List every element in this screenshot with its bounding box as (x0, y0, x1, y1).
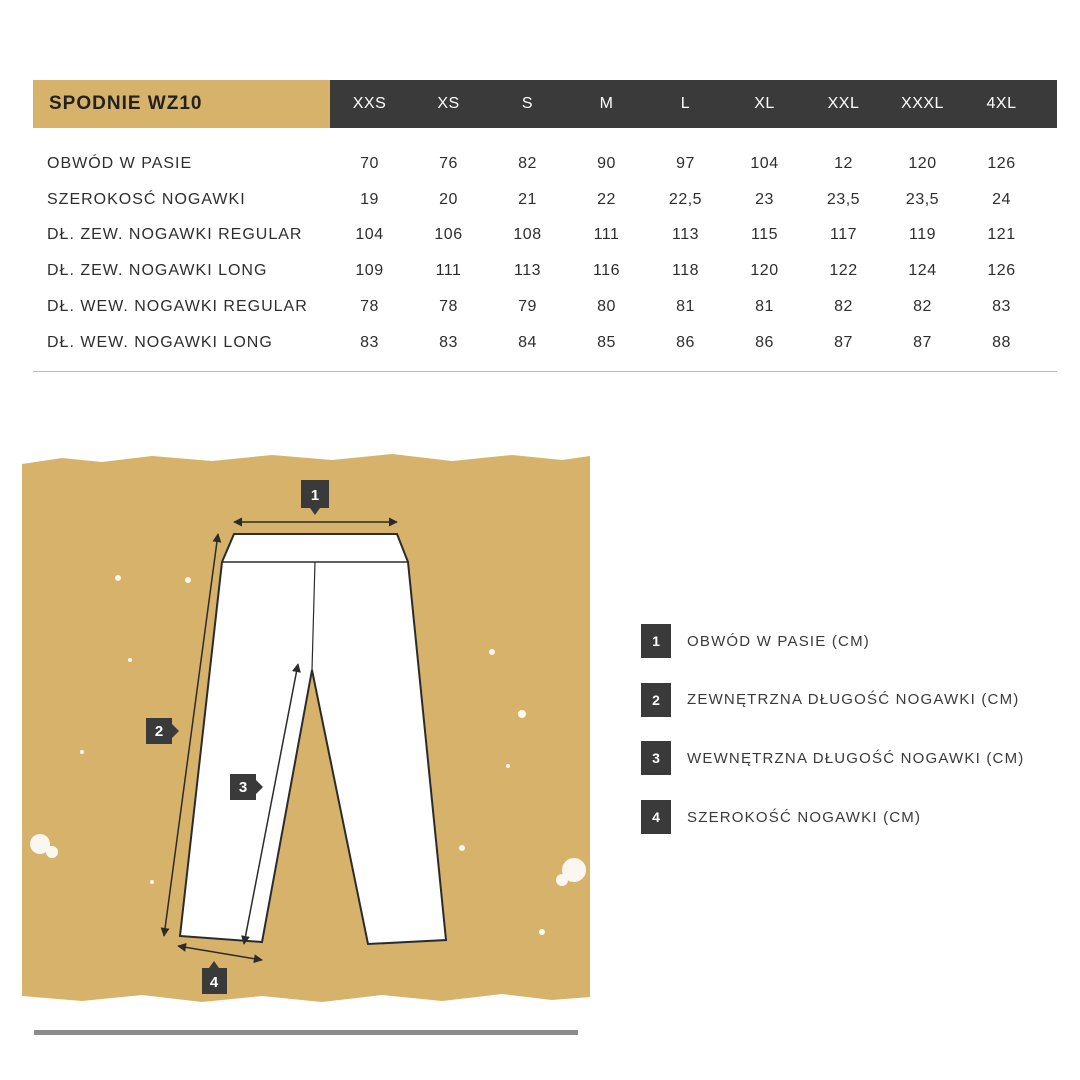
table-cell: 86 (755, 333, 774, 351)
table-cell: 79 (518, 298, 537, 316)
legend-item (641, 683, 1024, 717)
legend-number-badge: 4 (641, 800, 671, 834)
table-cell: 111 (435, 262, 462, 280)
table-cell: 86 (676, 333, 695, 351)
table-cell: 108 (513, 226, 542, 244)
table-title: SPODNIE WZ10 (33, 80, 330, 128)
table-cell: 80 (597, 298, 616, 316)
legend-text: ZEWNĘTRZNA DŁUGOŚĆ NOGAWKI (CM) (687, 691, 1020, 709)
legend-text: SZEROKOŚĆ NOGAWKI (CM) (687, 808, 922, 826)
table-cell: 23 (755, 190, 774, 208)
table-cell: 90 (597, 154, 616, 172)
table-cell: 20 (439, 190, 458, 208)
table-cell: 82 (834, 298, 853, 316)
table-cell: 122 (829, 262, 858, 280)
row-label: OBWÓD W PASIE (47, 154, 193, 172)
table-cell: 70 (360, 154, 379, 172)
svg-text:2: 2 (154, 723, 164, 740)
legend-number-badge: 2 (641, 683, 671, 717)
size-header-cell: XL (754, 95, 775, 112)
row-label: DŁ. WEW. NOGAWKI LONG (47, 333, 273, 351)
svg-text:1: 1 (310, 487, 320, 504)
size-table (33, 80, 1057, 361)
table-cell: 106 (434, 226, 463, 244)
table-cell: 126 (987, 154, 1016, 172)
table-row (33, 218, 1057, 254)
table-cell: 21 (518, 190, 537, 208)
table-cell: 111 (593, 226, 620, 244)
table-cell: 120 (750, 262, 779, 280)
legend-item (641, 624, 1024, 658)
table-row (33, 253, 1057, 289)
svg-text:3: 3 (238, 779, 248, 796)
table-cell: 84 (518, 333, 537, 351)
table-cell: 88 (992, 333, 1011, 351)
table-cell: 83 (360, 333, 379, 351)
table-cell: 87 (834, 333, 853, 351)
svg-text:4: 4 (209, 974, 219, 991)
table-cell: 118 (671, 262, 699, 280)
table-cell: 126 (987, 262, 1016, 280)
size-header-cell: XXS (352, 95, 387, 112)
table-cell: 23,5 (826, 190, 861, 208)
table-cell: 115 (750, 226, 778, 244)
table-cell: 117 (829, 226, 857, 244)
table-row (33, 289, 1057, 325)
table-divider (33, 371, 1057, 372)
table-cell: 97 (676, 154, 695, 172)
table-cell: 87 (913, 333, 932, 351)
size-header-cell: XXL (827, 95, 860, 112)
table-cell: 104 (750, 154, 779, 172)
table-row (33, 146, 1057, 182)
table-cell: 78 (360, 298, 379, 316)
table-cell: 124 (908, 262, 937, 280)
size-header-cell: M (599, 95, 614, 112)
table-cell: 85 (597, 333, 616, 351)
size-header-cell: 4XL (986, 95, 1017, 112)
table-cell: 12 (834, 154, 853, 172)
table-cell: 76 (439, 154, 458, 172)
table-cell: 82 (913, 298, 932, 316)
size-header-cell: L (680, 95, 691, 112)
legend-number-badge: 1 (641, 624, 671, 658)
size-header-row (330, 80, 1057, 128)
table-cell: 83 (992, 298, 1011, 316)
table-cell: 19 (360, 190, 379, 208)
table-row (33, 325, 1057, 361)
table-body (33, 128, 1057, 361)
pants-measurement-diagram (22, 452, 590, 1038)
row-label: DŁ. WEW. NOGAWKI REGULAR (47, 298, 308, 316)
table-cell: 22,5 (668, 190, 703, 208)
row-label: DŁ. ZEW. NOGAWKI LONG (47, 262, 268, 280)
size-header-cell: XXXL (901, 95, 944, 112)
table-cell: 109 (355, 262, 384, 280)
table-header (33, 80, 1057, 128)
table-cell: 113 (513, 262, 541, 280)
table-cell: 116 (592, 262, 620, 280)
table-row (33, 182, 1057, 218)
table-cell: 119 (908, 226, 936, 244)
measurement-legend (641, 624, 1024, 859)
table-cell: 82 (518, 154, 537, 172)
table-cell: 121 (987, 226, 1016, 244)
table-cell: 22 (597, 190, 616, 208)
legend-number-badge: 3 (641, 741, 671, 775)
table-cell: 113 (671, 226, 699, 244)
legend-text: OBWÓD W PASIE (CM) (687, 632, 870, 650)
row-label: DŁ. ZEW. NOGAWKI REGULAR (47, 226, 303, 244)
size-header-cell: XS (437, 95, 460, 112)
size-header-cell: S (521, 95, 534, 112)
table-cell: 24 (992, 190, 1011, 208)
legend-text: WEWNĘTRZNA DŁUGOŚĆ NOGAWKI (CM) (687, 749, 1025, 767)
legend-item (641, 741, 1024, 775)
table-cell: 81 (755, 298, 774, 316)
table-cell: 83 (439, 333, 458, 351)
table-cell: 78 (439, 298, 458, 316)
table-cell: 104 (355, 226, 384, 244)
table-cell: 81 (676, 298, 695, 316)
legend-item (641, 800, 1024, 834)
row-label: SZEROKOSĆ NOGAWKI (47, 190, 246, 208)
table-cell: 120 (908, 154, 937, 172)
table-cell: 23,5 (905, 190, 940, 208)
